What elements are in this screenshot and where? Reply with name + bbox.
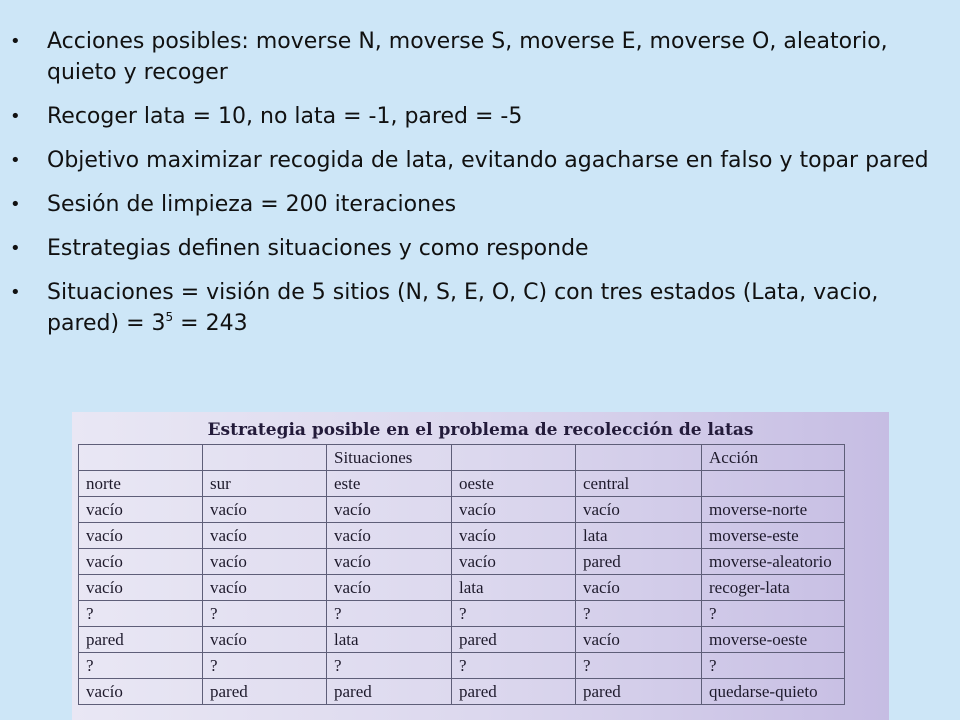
table-cell: vacío — [327, 575, 452, 601]
bullet-item — [0, 101, 960, 132]
bullet-icon: • — [10, 282, 21, 303]
table-cell: moverse-este — [702, 523, 845, 549]
table-cell: lata — [327, 627, 452, 653]
column-header — [702, 471, 845, 497]
table-cell: vacío — [452, 523, 576, 549]
column-header: oeste — [452, 471, 576, 497]
table-cell: pared — [576, 679, 702, 705]
bullet-icon: • — [10, 31, 21, 52]
table-cell: vacío — [327, 549, 452, 575]
table-cell: vacío — [576, 627, 702, 653]
bullet-icon: • — [10, 238, 21, 259]
table-cell: vacío — [203, 575, 327, 601]
group-header-row — [79, 445, 845, 471]
table-row — [79, 627, 845, 653]
bullet-item — [0, 189, 960, 220]
table-cell: ? — [702, 601, 845, 627]
table-cell: lata — [576, 523, 702, 549]
bullet-text-before: Situaciones = visión de 5 sitios (N, S, E, O, C) con tres estados (Lata, vacio, pared) = 3 — [47, 280, 879, 336]
table-cell: quedarse-quieto — [702, 679, 845, 705]
table-cell: vacío — [576, 497, 702, 523]
table-cell: pared — [79, 627, 203, 653]
bullet-list — [0, 26, 960, 352]
table-cell: vacío — [79, 549, 203, 575]
table-cell: ? — [576, 653, 702, 679]
table-row — [79, 679, 845, 705]
table-cell: ? — [327, 653, 452, 679]
bullet-text: Recoger lata = 10, no lata = -1, pared = -5 — [47, 104, 523, 129]
bullet-icon: • — [10, 106, 21, 127]
table-cell: moverse-oeste — [702, 627, 845, 653]
accion-header: Acción — [702, 445, 845, 471]
table-cell: ? — [203, 653, 327, 679]
table-row — [79, 575, 845, 601]
bullet-item — [0, 145, 960, 176]
table-cell: vacío — [203, 627, 327, 653]
table-cell: recoger-lata — [702, 575, 845, 601]
table-cell: vacío — [452, 549, 576, 575]
strategy-table — [78, 444, 845, 705]
column-header: sur — [203, 471, 327, 497]
column-header-row — [79, 471, 845, 497]
header-cell-empty — [452, 445, 576, 471]
table-title: Estrategia posible en el problema de recolección de latas — [207, 420, 754, 440]
bullet-text-after: = 243 — [173, 311, 248, 336]
bullet-text: Objetivo maximizar recogida de lata, evitando agacharse en falso y topar pared — [47, 148, 929, 173]
table-cell: vacío — [79, 679, 203, 705]
table-row — [79, 523, 845, 549]
table-cell: vacío — [452, 497, 576, 523]
table-row — [79, 601, 845, 627]
table-cell: ? — [79, 601, 203, 627]
table-cell: vacío — [203, 523, 327, 549]
header-cell-empty — [79, 445, 203, 471]
table-cell: pared — [452, 679, 576, 705]
table-cell: ? — [702, 653, 845, 679]
table-row — [79, 549, 845, 575]
table-cell: pared — [576, 549, 702, 575]
table-cell: vacío — [79, 575, 203, 601]
table-cell: ? — [327, 601, 452, 627]
table-cell: pared — [452, 627, 576, 653]
exponent: 5 — [165, 310, 174, 324]
table-cell: vacío — [576, 575, 702, 601]
table-row — [79, 653, 845, 679]
table-cell: lata — [452, 575, 576, 601]
table-cell: moverse-norte — [702, 497, 845, 523]
bullet-icon: • — [10, 150, 21, 171]
bullet-item — [0, 277, 960, 339]
table-cell: vacío — [327, 497, 452, 523]
table-cell: pared — [203, 679, 327, 705]
table-cell: ? — [203, 601, 327, 627]
table-cell: ? — [452, 653, 576, 679]
table-cell: ? — [79, 653, 203, 679]
bullet-item — [0, 26, 960, 88]
table-cell: vacío — [327, 523, 452, 549]
bullet-icon: • — [10, 194, 21, 215]
table-cell: vacío — [203, 497, 327, 523]
table-cell: vacío — [203, 549, 327, 575]
column-header: norte — [79, 471, 203, 497]
strategy-table-figure — [72, 412, 889, 720]
bullet-item — [0, 233, 960, 264]
bullet-text: Estrategias definen situaciones y como responde — [47, 236, 589, 261]
header-cell-empty — [203, 445, 327, 471]
table-cell: ? — [452, 601, 576, 627]
bullet-text: Sesión de limpieza = 200 iteraciones — [47, 192, 457, 217]
bullet-text: Acciones posibles: moverse N, moverse S, moverse E, moverse O, aleatorio, quieto y recoger — [47, 29, 888, 85]
column-header: este — [327, 471, 452, 497]
table-cell: moverse-aleatorio — [702, 549, 845, 575]
table-cell: pared — [327, 679, 452, 705]
table-row — [79, 497, 845, 523]
column-header: central — [576, 471, 702, 497]
table-cell: ? — [576, 601, 702, 627]
header-cell-empty — [576, 445, 702, 471]
table-cell: vacío — [79, 497, 203, 523]
table-cell: vacío — [79, 523, 203, 549]
situaciones-header: Situaciones — [327, 445, 452, 471]
